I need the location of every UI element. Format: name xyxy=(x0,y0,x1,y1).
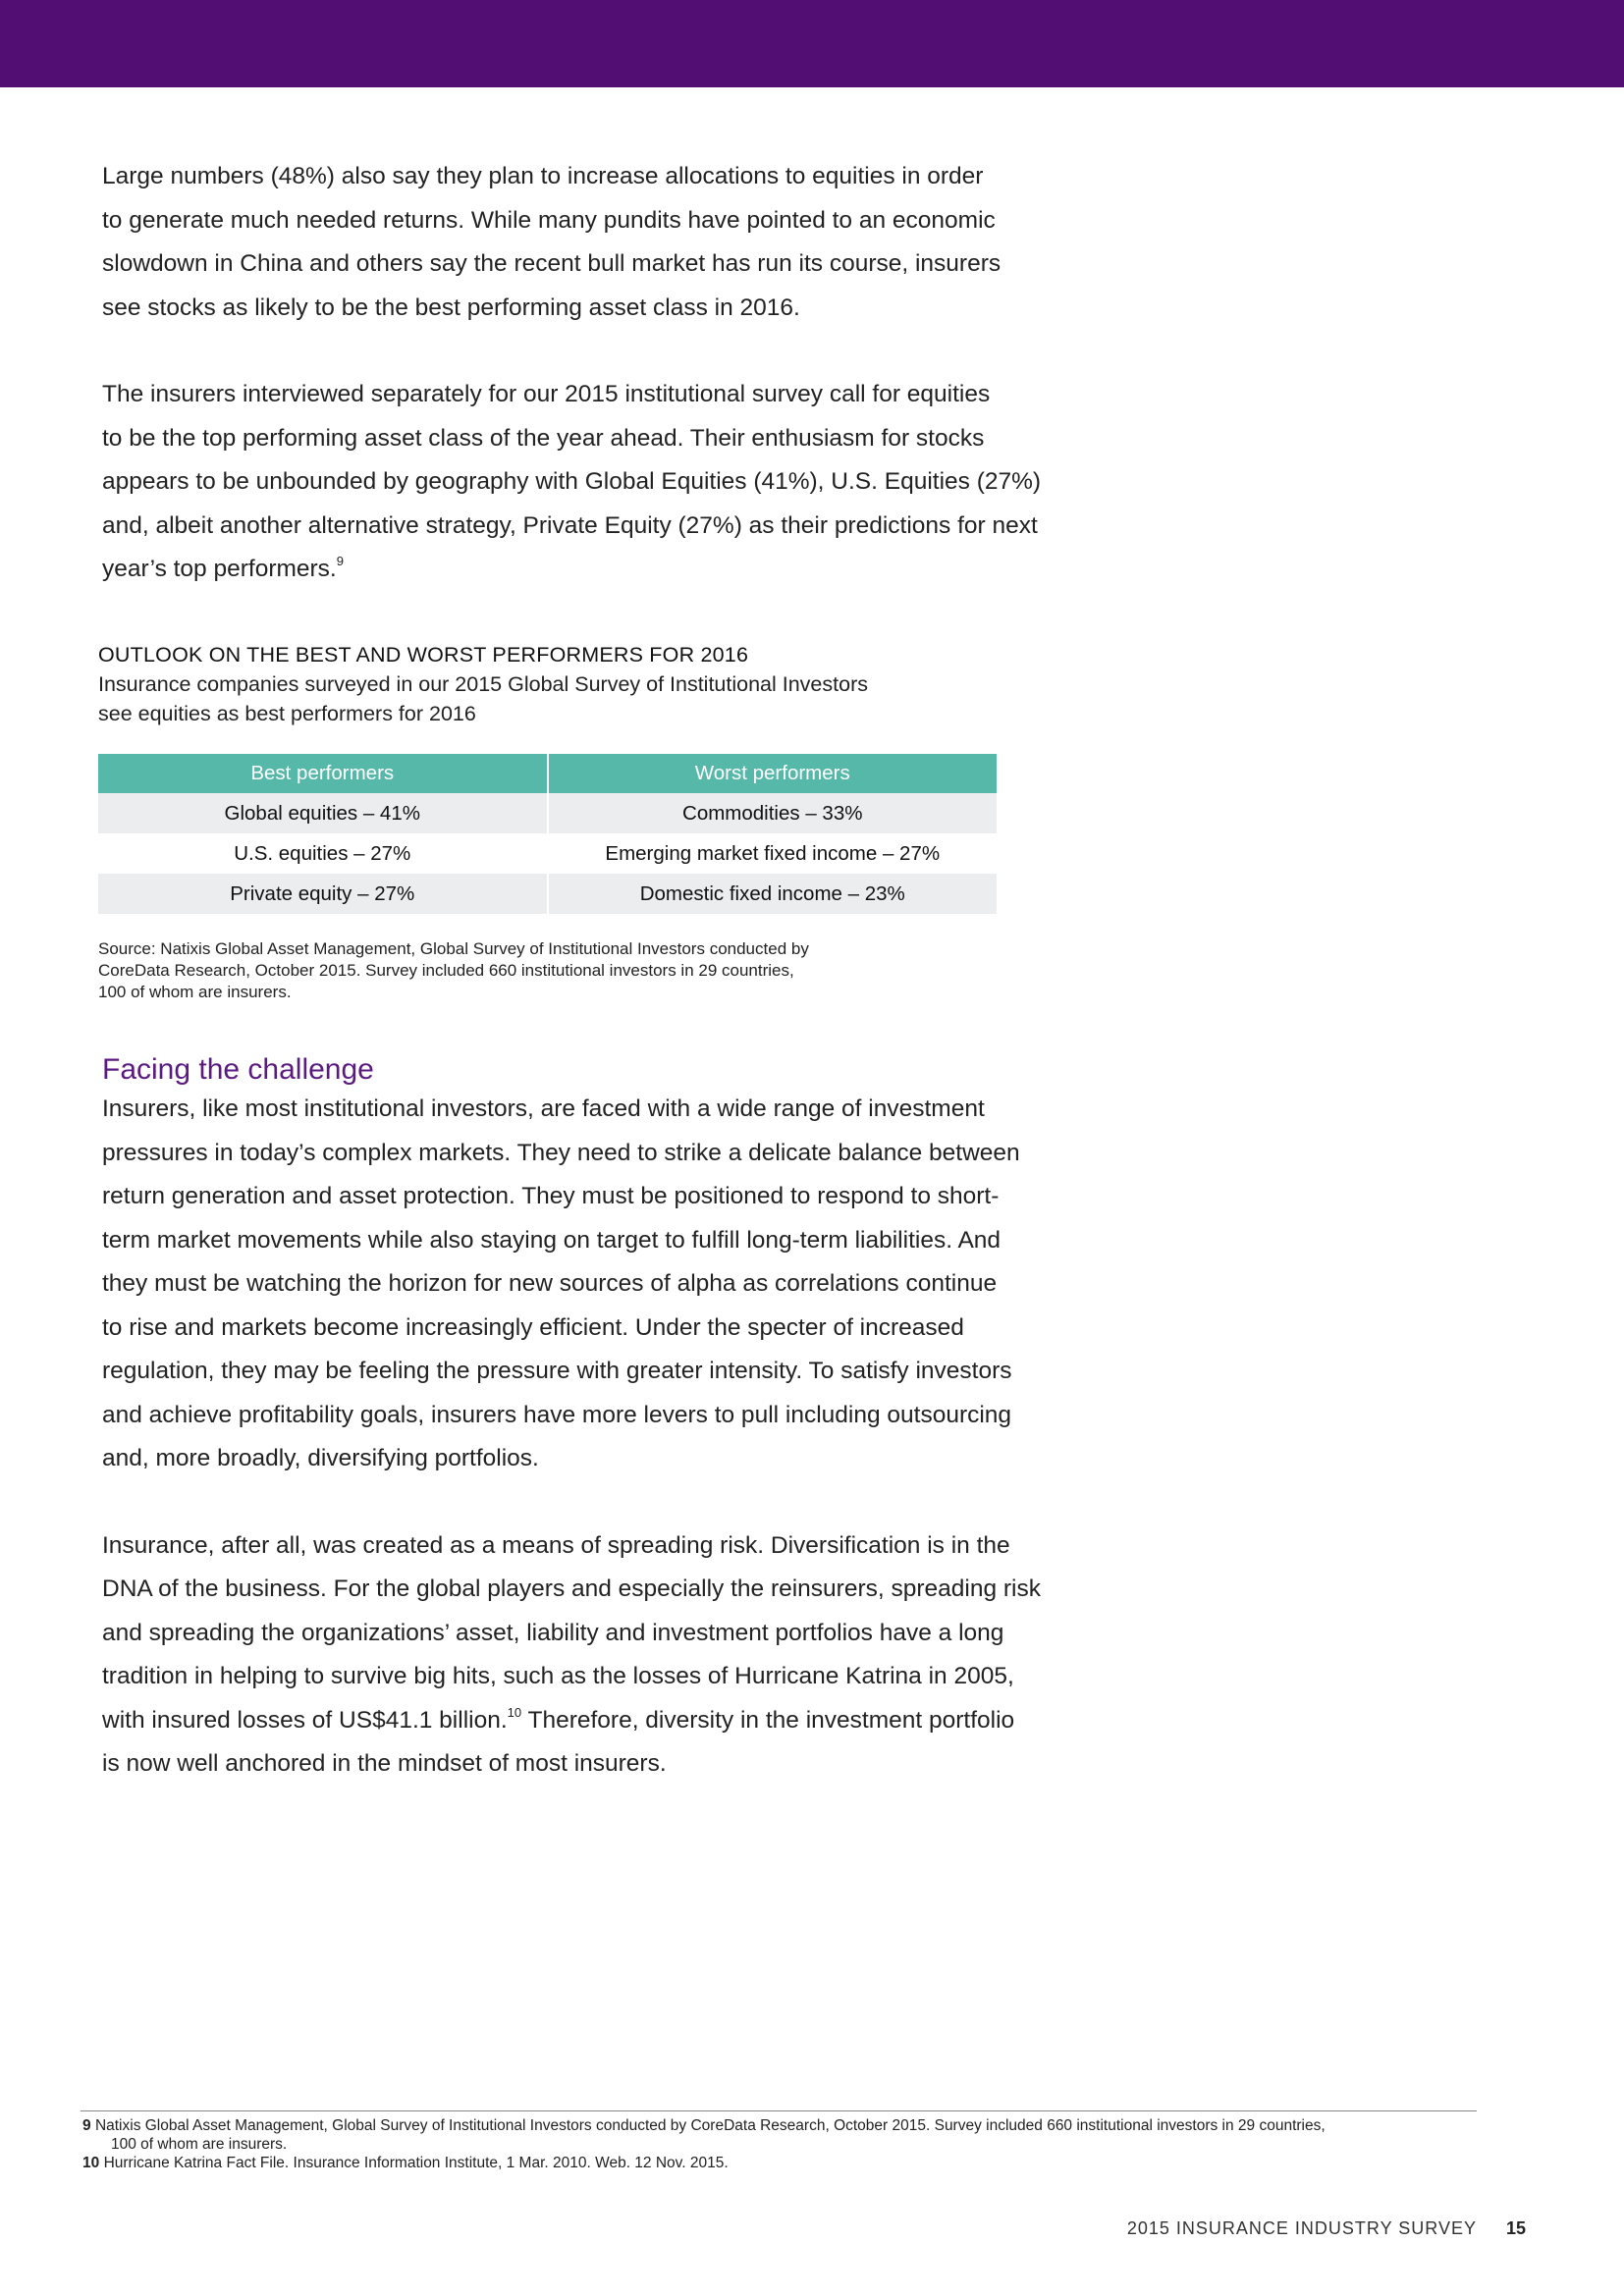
table-cell: Global equities – 41% xyxy=(98,793,548,833)
footnote-divider xyxy=(81,2110,1477,2111)
section-paragraph-2 xyxy=(102,1524,1064,1787)
text-line: and spreading the organizations’ asset, liability and investment portfolios have a long xyxy=(102,1619,1004,1646)
intro-text xyxy=(102,155,1064,635)
footnote-ref-10: 10 xyxy=(507,1704,522,1720)
header-best-performers: Best performers xyxy=(98,754,548,793)
table-row xyxy=(98,833,997,874)
text-line: term market movements while also staying on target to fulfill long-term liabilities. And xyxy=(102,1226,1001,1254)
footnote-9 xyxy=(82,2116,1477,2135)
text-line: tradition in helping to survive big hits, such as the losses of Hurricane Katrina in 2005, xyxy=(102,1663,1014,1689)
text-line: Large numbers (48%) also say they plan to increase allocations to equities in order xyxy=(102,163,984,189)
top-banner xyxy=(0,0,1624,87)
text-line: to be the top performing asset class of the year ahead. Their enthusiasm for stocks xyxy=(102,424,985,452)
footnote-text: Hurricane Katrina Fact File. Insurance Information Institute, 1 Mar. 2010. Web. 12 Nov. 2015. xyxy=(103,2155,729,2171)
intro-paragraph-2 xyxy=(102,373,1064,592)
page-number: 15 xyxy=(1505,2218,1526,2238)
text-line: pressures in today’s complex markets. They need to strike a delicate balance between xyxy=(102,1139,1020,1166)
text-line: slowdown in China and others say the recent bull market has run its course, insurers xyxy=(102,250,1001,277)
intro-paragraph-1 xyxy=(102,155,1064,330)
text-line: DNA of the business. For the global players and especially the reinsurers, spreading risk xyxy=(102,1575,1041,1602)
table-cell: Domestic fixed income – 23% xyxy=(548,874,998,914)
text-line: is now well anchored in the mindset of most insurers. xyxy=(102,1750,667,1777)
source-line: CoreData Research, October 2015. Survey included 660 institutional investors in 29 countries, xyxy=(98,961,794,980)
text-line xyxy=(102,548,1064,592)
source-line: Source: Natixis Global Asset Management, Global Survey of Institutional Investors conducted by xyxy=(98,939,809,958)
table-header-row xyxy=(98,754,997,793)
facing-the-challenge-section xyxy=(102,1048,1064,1830)
footnote-text: Natixis Global Asset Management, Global Survey of Institutional Investors conducted by CoreData Research, October 2015. Survey included 660 institutional investors in 29 countries, xyxy=(94,2117,1326,2134)
section-paragraph-1 xyxy=(102,1088,1064,1481)
footnote-9-continuation: 100 of whom are insurers. xyxy=(111,2136,288,2153)
table-row xyxy=(98,793,997,833)
text-line xyxy=(102,1699,1064,1743)
text-line: The insurers interviewed separately for our 2015 institutional survey call for equities xyxy=(102,381,991,407)
header-worst-performers: Worst performers xyxy=(548,754,998,793)
text-line: and achieve profitability goals, insurers have more levers to pull including outsourcing xyxy=(102,1401,1012,1428)
footnote-ref-9: 9 xyxy=(336,554,344,568)
footer-title: 2015 INSURANCE INDUSTRY SURVEY xyxy=(1126,2218,1477,2238)
text-line: and, more broadly, diversifying portfolios. xyxy=(102,1445,539,1471)
table-cell: Commodities – 33% xyxy=(548,793,998,833)
figure-subtitle-line: see equities as best performers for 2016 xyxy=(98,702,476,725)
table-cell: Private equity – 27% xyxy=(98,874,548,914)
performers-table xyxy=(98,754,997,914)
source-line: 100 of whom are insurers. xyxy=(98,983,292,1001)
table-cell: U.S. equities – 27% xyxy=(234,841,411,865)
table-row xyxy=(98,874,997,914)
text-line: to generate much needed returns. While many pundits have pointed to an economic xyxy=(102,206,996,234)
text-span: year’s top performers. xyxy=(102,556,337,582)
figure-subtitle-line: Insurance companies surveyed in our 2015 Global Survey of Institutional Investors xyxy=(98,672,868,696)
section-heading: Facing the challenge xyxy=(102,1053,374,1086)
text-line: to rise and markets become increasingly efficient. Under the specter of increased xyxy=(102,1313,964,1341)
footnote-10 xyxy=(82,2154,1477,2172)
text-line: see stocks as likely to be the best performing asset class in 2016. xyxy=(102,294,800,321)
page-footer xyxy=(1127,2218,1526,2239)
text-line: they must be watching the horizon for new sources of alpha as correlations continue xyxy=(102,1270,998,1297)
figure-source xyxy=(98,938,982,1003)
text-line: Insurance, after all, was created as a means of spreading risk. Diversification is in the xyxy=(102,1531,1010,1559)
table-cell: Emerging market fixed income – 27% xyxy=(548,833,998,874)
performers-figure xyxy=(98,640,998,1003)
footnote-number: 10 xyxy=(82,2155,100,2171)
text-line: and, albeit another alternative strategy, Private Equity (27%) as their predictions for next xyxy=(102,511,1038,539)
text-line: return generation and asset protection. They must be positioned to respond to short- xyxy=(102,1183,1000,1209)
footnotes xyxy=(82,2116,1477,2172)
text-line: regulation, they may be feeling the pressure with greater intensity. To satisfy investors xyxy=(102,1358,1012,1384)
text-span: Therefore, diversity in the investment portfolio xyxy=(521,1706,1015,1734)
figure-title: OUTLOOK ON THE BEST AND WORST PERFORMERS FOR 2016 xyxy=(98,643,749,667)
footnote-number: 9 xyxy=(82,2117,91,2134)
text-line: appears to be unbounded by geography with Global Equities (41%), U.S. Equities (27%) xyxy=(102,468,1042,495)
text-line: Insurers, like most institutional investors, are faced with a wide range of investment xyxy=(102,1095,985,1122)
text-span: with insured losses of US$41.1 billion. xyxy=(102,1706,508,1734)
